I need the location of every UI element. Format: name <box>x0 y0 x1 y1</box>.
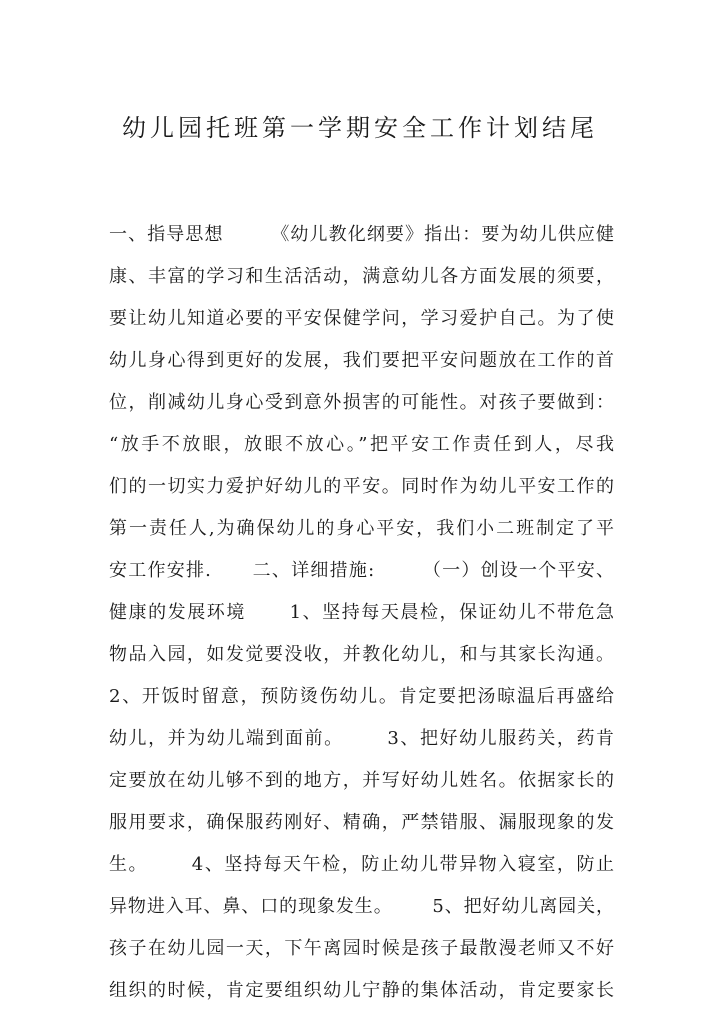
body-line: 安工作安排. 二、详细措施: （一）创设一个平安、 <box>109 560 614 581</box>
body-line: 定要放在幼儿够不到的地方，并写好幼儿姓名。依据家长的 <box>109 770 614 791</box>
body-line: 服用要求，确保服药刚好、精确，严禁错服、漏服现象的发 <box>109 812 614 833</box>
body-line: 孩子在幼儿园一天，下午离园时候是孩子最散漫老师又不好 <box>109 938 614 959</box>
document-title: 幼儿园托班第一学期安全工作计划结尾 <box>122 114 598 142</box>
body-line: 康、丰富的学习和生活活动，满意幼儿各方面发展的须要， <box>109 266 614 287</box>
body-line: 们的一切实力爱护好幼儿的平安。同时作为幼儿平安工作的 <box>109 476 614 497</box>
document-body <box>109 214 614 1012</box>
body-line: 组织的时候，肯定要组织幼儿宁静的集体活动，肯定要家长 <box>109 980 614 1001</box>
body-line: 幼儿身心得到更好的发展，我们要把平安问题放在工作的首 <box>109 350 614 371</box>
body-line: 位，削减幼儿身心受到意外损害的可能性。对孩子要做到： <box>109 392 614 413</box>
body-line: 物品入园，如发觉要没收，并教化幼儿，和与其家长沟通。 <box>109 644 614 665</box>
body-line: 健康的发展环境 1、坚持每天晨检，保证幼儿不带危急 <box>109 602 614 623</box>
body-line: “放手不放眼，放眼不放心。”把平安工作责任到人，尽我 <box>109 434 614 455</box>
body-line: 幼儿，并为幼儿端到面前。 3、把好幼儿服药关，药肯 <box>109 728 614 749</box>
body-line: 一、指导思想 《幼儿教化纲要》指出：要为幼儿供应健 <box>109 224 614 245</box>
body-line: 第一责任人,为确保幼儿的身心平安，我们小二班制定了平 <box>109 518 614 539</box>
body-line: 2、开饭时留意，预防烫伤幼儿。肯定要把汤晾温后再盛给 <box>109 686 614 707</box>
body-line: 异物进入耳、鼻、口的现象发生。 5、把好幼儿离园关， <box>109 896 614 917</box>
body-line: 生。 4、坚持每天午检，防止幼儿带异物入寝室，防止 <box>109 854 614 875</box>
body-line: 要让幼儿知道必要的平安保健学问，学习爱护自己。为了使 <box>109 308 614 329</box>
